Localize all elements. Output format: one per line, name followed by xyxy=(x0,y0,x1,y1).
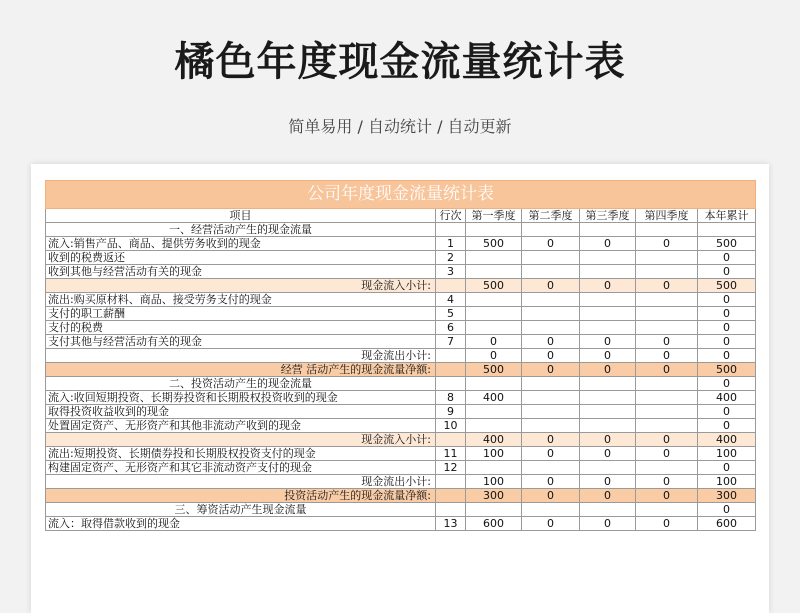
cell-item[interactable]: 现金流入小计: xyxy=(46,279,436,293)
table-header-row xyxy=(46,209,756,223)
cell-total[interactable]: 100 xyxy=(698,447,756,461)
cell-line[interactable] xyxy=(436,279,466,293)
page-subtitle: 简单易用 / 自动统计 / 自动更新 xyxy=(288,117,512,136)
cell-line[interactable] xyxy=(436,503,466,517)
cell-item[interactable]: 收到其他与经营活动有关的现金 xyxy=(46,265,436,279)
cell-q3[interactable] xyxy=(580,293,636,307)
cell-q2[interactable]: 0 xyxy=(522,517,580,531)
cell-q4[interactable]: 0 xyxy=(636,349,698,363)
cell-q1[interactable] xyxy=(466,251,522,265)
header-q4: 第四季度 xyxy=(636,209,698,223)
cell-q4[interactable] xyxy=(636,293,698,307)
cell-line[interactable]: 12 xyxy=(436,461,466,475)
cell-total[interactable]: 600 xyxy=(698,517,756,531)
cell-item[interactable]: 二、投资活动产生的现金流量 xyxy=(46,377,436,391)
cell-total[interactable]: 0 xyxy=(698,251,756,265)
cell-item[interactable]: 处置固定资产、无形资产和其他非流动产收到的现金 xyxy=(46,419,436,433)
cell-line[interactable] xyxy=(436,475,466,489)
cell-line[interactable]: 6 xyxy=(436,321,466,335)
cell-q1[interactable]: 300 xyxy=(466,489,522,503)
cell-q3[interactable]: 0 xyxy=(580,349,636,363)
cell-q2[interactable]: 0 xyxy=(522,279,580,293)
cell-q2[interactable]: 0 xyxy=(522,237,580,251)
cell-q2[interactable] xyxy=(522,223,580,237)
cell-q3[interactable]: 0 xyxy=(580,475,636,489)
header-line: 行次 xyxy=(436,209,466,223)
cell-item[interactable]: 现金流入小计: xyxy=(46,433,436,447)
cell-q1[interactable] xyxy=(466,265,522,279)
table-row xyxy=(46,447,756,461)
cell-line[interactable] xyxy=(436,349,466,363)
cell-item[interactable]: 支付的税费 xyxy=(46,321,436,335)
cell-q3[interactable] xyxy=(580,503,636,517)
header-q1: 第一季度 xyxy=(466,209,522,223)
cell-q4[interactable] xyxy=(636,307,698,321)
cell-total[interactable]: 400 xyxy=(698,391,756,405)
table-row xyxy=(46,517,756,531)
cell-line[interactable]: 13 xyxy=(436,517,466,531)
header-item: 项目 xyxy=(46,209,436,223)
table-row xyxy=(46,307,756,321)
cell-total[interactable]: 100 xyxy=(698,475,756,489)
cell-total[interactable] xyxy=(698,223,756,237)
cell-q2[interactable] xyxy=(522,377,580,391)
cell-q4[interactable] xyxy=(636,461,698,475)
cell-q1[interactable] xyxy=(466,405,522,419)
cell-total[interactable]: 0 xyxy=(698,419,756,433)
cell-q4[interactable] xyxy=(636,265,698,279)
cell-item[interactable]: 流入：取得借款收到的现金 xyxy=(46,517,436,531)
cell-q4[interactable]: 0 xyxy=(636,363,698,377)
cell-q4[interactable] xyxy=(636,419,698,433)
cell-q3[interactable]: 0 xyxy=(580,433,636,447)
cell-total[interactable]: 500 xyxy=(698,237,756,251)
cell-q3[interactable]: 0 xyxy=(580,279,636,293)
cell-q1[interactable]: 600 xyxy=(466,517,522,531)
cell-q3[interactable]: 0 xyxy=(580,517,636,531)
cell-q4[interactable] xyxy=(636,391,698,405)
cell-q3[interactable]: 0 xyxy=(580,447,636,461)
cell-item[interactable]: 支付其他与经营活动有关的现金 xyxy=(46,335,436,349)
cell-q1[interactable] xyxy=(466,419,522,433)
cell-q4[interactable]: 0 xyxy=(636,517,698,531)
cell-q3[interactable]: 0 xyxy=(580,489,636,503)
cell-q1[interactable] xyxy=(466,377,522,391)
cell-total[interactable]: 0 xyxy=(698,405,756,419)
table-row xyxy=(46,265,756,279)
table-row xyxy=(46,391,756,405)
cell-total[interactable]: 0 xyxy=(698,461,756,475)
page-title: 橘色年度现金流量统计表 xyxy=(174,39,626,85)
cell-q2[interactable] xyxy=(522,405,580,419)
header-q2: 第二季度 xyxy=(522,209,580,223)
cell-q3[interactable] xyxy=(580,321,636,335)
cell-line[interactable] xyxy=(436,363,466,377)
cell-q2[interactable]: 0 xyxy=(522,447,580,461)
cell-line[interactable]: 7 xyxy=(436,335,466,349)
cell-q4[interactable] xyxy=(636,503,698,517)
cell-q4[interactable]: 0 xyxy=(636,279,698,293)
cell-q1[interactable]: 500 xyxy=(466,279,522,293)
cell-total[interactable]: 0 xyxy=(698,377,756,391)
table-row xyxy=(46,475,756,489)
cell-total[interactable]: 0 xyxy=(698,265,756,279)
cell-q3[interactable]: 0 xyxy=(580,363,636,377)
cell-q2[interactable] xyxy=(522,321,580,335)
cell-q1[interactable]: 100 xyxy=(466,475,522,489)
cell-item[interactable]: 支付的职工薪酬 xyxy=(46,307,436,321)
table-row xyxy=(46,349,756,363)
cell-q4[interactable]: 0 xyxy=(636,335,698,349)
table-row xyxy=(46,461,756,475)
cell-q2[interactable] xyxy=(522,391,580,405)
cell-total[interactable]: 400 xyxy=(698,433,756,447)
cell-total[interactable]: 0 xyxy=(698,503,756,517)
cell-line[interactable]: 5 xyxy=(436,307,466,321)
cell-q2[interactable] xyxy=(522,461,580,475)
cell-total[interactable]: 500 xyxy=(698,279,756,293)
cell-q2[interactable] xyxy=(522,251,580,265)
cell-q2[interactable]: 0 xyxy=(522,349,580,363)
cell-item[interactable]: 一、经营活动产生的现金流量 xyxy=(46,223,436,237)
cell-q3[interactable] xyxy=(580,251,636,265)
header-q3: 第三季度 xyxy=(580,209,636,223)
cell-q2[interactable]: 0 xyxy=(522,433,580,447)
table-row xyxy=(46,433,756,447)
table-row xyxy=(46,321,756,335)
cell-q1[interactable] xyxy=(466,503,522,517)
cell-q3[interactable]: 0 xyxy=(580,237,636,251)
cell-line[interactable] xyxy=(436,489,466,503)
cell-item[interactable]: 构建固定资产、无形资产和其它非流动资产支付的现金 xyxy=(46,461,436,475)
cell-q3[interactable] xyxy=(580,223,636,237)
cell-total[interactable]: 0 xyxy=(698,349,756,363)
cell-q4[interactable] xyxy=(636,223,698,237)
cell-line[interactable]: 11 xyxy=(436,447,466,461)
cell-item[interactable]: 经营 活动产生的现金流量净额: xyxy=(46,363,436,377)
cell-total[interactable]: 0 xyxy=(698,293,756,307)
table-banner-row xyxy=(46,181,756,209)
cell-q1[interactable] xyxy=(466,293,522,307)
cell-q4[interactable]: 0 xyxy=(636,475,698,489)
cell-q3[interactable]: 0 xyxy=(580,335,636,349)
cell-item[interactable]: 取得投资收益收到的现金 xyxy=(46,405,436,419)
cell-q3[interactable] xyxy=(580,419,636,433)
cell-q2[interactable]: 0 xyxy=(522,489,580,503)
table-row xyxy=(46,335,756,349)
table-row xyxy=(46,293,756,307)
cell-q1[interactable]: 0 xyxy=(466,335,522,349)
cell-total[interactable]: 0 xyxy=(698,321,756,335)
table-row xyxy=(46,419,756,433)
cell-line[interactable]: 8 xyxy=(436,391,466,405)
cell-q2[interactable] xyxy=(522,307,580,321)
cell-q2[interactable] xyxy=(522,265,580,279)
cell-line[interactable] xyxy=(436,433,466,447)
cell-q1[interactable] xyxy=(466,223,522,237)
cell-q1[interactable]: 400 xyxy=(466,433,522,447)
cell-item[interactable]: 流入:收回短期投资、长期券投资和长期股权投资收到的现金 xyxy=(46,391,436,405)
cell-q4[interactable] xyxy=(636,377,698,391)
cell-line[interactable] xyxy=(436,223,466,237)
table-row xyxy=(46,503,756,517)
table-row xyxy=(46,237,756,251)
cell-line[interactable]: 10 xyxy=(436,419,466,433)
table-row xyxy=(46,279,756,293)
cell-q2[interactable] xyxy=(522,503,580,517)
cell-q1[interactable]: 500 xyxy=(466,363,522,377)
cell-q3[interactable] xyxy=(580,265,636,279)
header-total: 本年累计 xyxy=(698,209,756,223)
cell-q1[interactable]: 100 xyxy=(466,447,522,461)
cell-q1[interactable]: 500 xyxy=(466,237,522,251)
cell-q4[interactable]: 0 xyxy=(636,433,698,447)
cell-q3[interactable] xyxy=(580,377,636,391)
cell-total[interactable]: 0 xyxy=(698,335,756,349)
cell-q2[interactable] xyxy=(522,293,580,307)
cell-q4[interactable] xyxy=(636,321,698,335)
cell-q1[interactable] xyxy=(466,307,522,321)
cell-q4[interactable] xyxy=(636,251,698,265)
cell-line[interactable] xyxy=(436,377,466,391)
table-row xyxy=(46,223,756,237)
cell-q1[interactable]: 400 xyxy=(466,391,522,405)
cell-item[interactable]: 流出:短期投资、长期债券投和长期股权投资支付的现金 xyxy=(46,447,436,461)
cell-q1[interactable]: 0 xyxy=(466,349,522,363)
cell-q2[interactable]: 0 xyxy=(522,363,580,377)
table-row xyxy=(46,363,756,377)
cell-q2[interactable] xyxy=(522,419,580,433)
cash-flow-table xyxy=(45,180,756,531)
cell-q2[interactable]: 0 xyxy=(522,335,580,349)
table-row xyxy=(46,377,756,391)
cell-q4[interactable]: 0 xyxy=(636,489,698,503)
table-row xyxy=(46,251,756,265)
cell-q2[interactable]: 0 xyxy=(522,475,580,489)
cell-q3[interactable] xyxy=(580,461,636,475)
sheet-card xyxy=(31,164,769,613)
cell-item[interactable]: 三、筹资活动产生现金流量 xyxy=(46,503,436,517)
cell-q3[interactable] xyxy=(580,391,636,405)
cell-item[interactable]: 现金流出小计: xyxy=(46,349,436,363)
cell-line[interactable]: 9 xyxy=(436,405,466,419)
cell-line[interactable]: 3 xyxy=(436,265,466,279)
cell-item[interactable]: 现金流出小计: xyxy=(46,475,436,489)
cell-total[interactable]: 0 xyxy=(698,307,756,321)
cell-q3[interactable] xyxy=(580,405,636,419)
cell-q3[interactable] xyxy=(580,307,636,321)
cell-item[interactable]: 流出:购买原材料、商品、接受劳务支付的现金 xyxy=(46,293,436,307)
cell-total[interactable]: 300 xyxy=(698,489,756,503)
cell-q4[interactable]: 0 xyxy=(636,447,698,461)
table-row xyxy=(46,405,756,419)
cell-line[interactable]: 1 xyxy=(436,237,466,251)
cell-item[interactable]: 投资活动产生的现金流量净额: xyxy=(46,489,436,503)
cell-q4[interactable] xyxy=(636,405,698,419)
table-row xyxy=(46,489,756,503)
cell-item[interactable]: 收到的税费返还 xyxy=(46,251,436,265)
cell-line[interactable]: 2 xyxy=(436,251,466,265)
table-banner: 公司年度现金流量统计表 xyxy=(46,181,756,209)
cell-q1[interactable] xyxy=(466,321,522,335)
cell-q1[interactable] xyxy=(466,461,522,475)
cell-total[interactable]: 500 xyxy=(698,363,756,377)
cell-item[interactable]: 流入:销售产品、商品、提供劳务收到的现金 xyxy=(46,237,436,251)
cell-q4[interactable]: 0 xyxy=(636,237,698,251)
cell-line[interactable]: 4 xyxy=(436,293,466,307)
